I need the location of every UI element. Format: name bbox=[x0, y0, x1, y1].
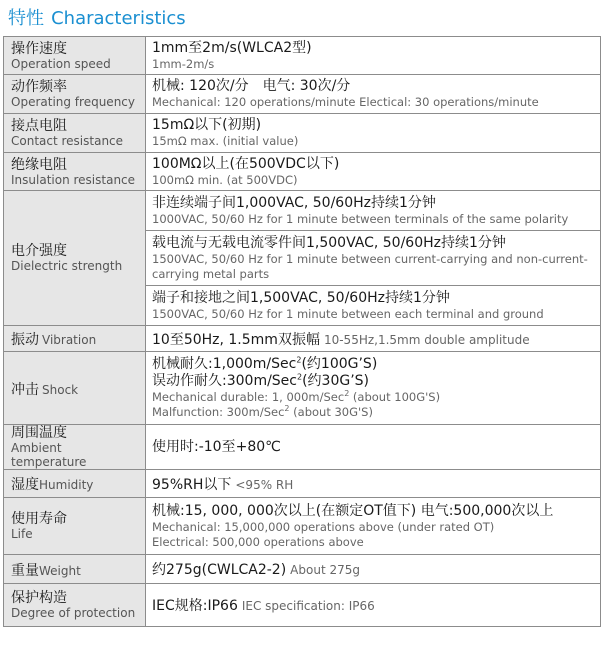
label-en: Humidity bbox=[39, 478, 94, 492]
value-en: 1000VAC, 50/60 Hz for 1 minute between terminals of the same polarity bbox=[152, 211, 569, 226]
value-en: 100mΩ min. (at 500VDC) bbox=[152, 172, 298, 187]
table-row-ambient-temperature bbox=[4, 425, 601, 470]
label-en: Life bbox=[11, 527, 33, 541]
label-en: Dielectric strength bbox=[11, 259, 123, 273]
value-en-line-1: Mechanical: 15,000,000 operations above (under rated OT) bbox=[152, 519, 495, 534]
label-cell bbox=[4, 37, 146, 75]
table-row-humidity bbox=[4, 470, 601, 498]
value-en-line-2: Malfunction: 300m/Sec$^2$ (about 30G'S) bbox=[152, 404, 373, 419]
value-zh: 15mΩ以下(初期) bbox=[152, 117, 262, 133]
label-zh: 湿度 bbox=[11, 477, 39, 493]
label-en: Insulation resistance bbox=[11, 172, 136, 187]
label-cell bbox=[4, 326, 146, 352]
label-cell bbox=[4, 191, 146, 326]
value-en: 1mm-2m/s bbox=[152, 56, 215, 71]
value-en: 1500VAC, 50/60 Hz for 1 minute between each terminal and ground bbox=[152, 306, 544, 321]
value-zh-line-2: 误动作耐久:300m/Sec$^2$(约30G’S) bbox=[152, 372, 370, 389]
characteristics-table bbox=[3, 36, 601, 627]
value-cell bbox=[146, 114, 601, 153]
label-zh: 绝缘电阻 bbox=[11, 156, 67, 173]
value-en-line-1: Mechanical durable: 1, 000m/Sec$^2$ (about 100G'S) bbox=[152, 389, 441, 404]
value-cell bbox=[146, 425, 601, 470]
value-cell bbox=[146, 498, 601, 555]
value-zh: 端子和接地之间1,500VAC, 50/60Hz持续1分钟 bbox=[152, 289, 450, 306]
value-zh: 10至50Hz, 1.5mm双振幅 bbox=[152, 331, 320, 348]
value-zh: 机械:15, 000, 000次以上(在额定OT值下) 电气:500,000次以上 bbox=[152, 502, 554, 519]
label-zh: 冲击 bbox=[11, 381, 39, 398]
table-row-shock bbox=[4, 352, 601, 425]
value-zh-line-1: 机械耐久:1,000m/Sec$^2$(约100G’S) bbox=[152, 355, 378, 372]
label-cell bbox=[4, 75, 146, 114]
table-row-life bbox=[4, 498, 601, 555]
value-en: 1500VAC, 50/60 Hz for 1 minute between current-carrying and non-current-carrying metal parts bbox=[152, 251, 588, 281]
value-cell bbox=[146, 352, 601, 425]
table-row-dielectric-1 bbox=[4, 191, 601, 231]
label-en: Operating frequency bbox=[11, 95, 135, 109]
value-cell bbox=[146, 326, 601, 352]
label-zh: 操作速度 bbox=[11, 40, 67, 57]
label-zh: 使用寿命 bbox=[11, 511, 67, 527]
value-en: IEC specification: IP66 bbox=[241, 599, 375, 613]
table-row-vibration bbox=[4, 326, 601, 352]
value-zh: 载电流与无载电流零件间1,500VAC, 50/60Hz持续1分钟 bbox=[152, 234, 506, 251]
value-cell bbox=[146, 470, 601, 498]
table-row-operation-speed bbox=[4, 37, 601, 75]
value-cell bbox=[146, 37, 601, 75]
label-en: Operation speed bbox=[11, 56, 111, 71]
label-en: Vibration bbox=[42, 333, 97, 347]
value-cell bbox=[146, 191, 601, 231]
value-en: About 275g bbox=[290, 563, 360, 577]
label-cell bbox=[4, 153, 146, 191]
value-zh: 非连续端子间1,000VAC, 50/60Hz持续1分钟 bbox=[152, 194, 436, 211]
value-cell bbox=[146, 584, 601, 627]
label-zh: 动作频率 bbox=[11, 79, 67, 95]
value-en: Mechanical: 120 operations/minute Electical: 30 operations/minute bbox=[152, 95, 539, 109]
value-en: 15mΩ max. (initial value) bbox=[152, 134, 299, 148]
table-row-weight bbox=[4, 555, 601, 584]
value-cell bbox=[146, 555, 601, 584]
value-zh: 95%RH以下 bbox=[152, 476, 232, 493]
label-cell bbox=[4, 584, 146, 627]
value-zh: 1mm至2m/s(WLCA2型) bbox=[152, 39, 312, 56]
value-en: <95% RH bbox=[235, 477, 294, 492]
label-en: Shock bbox=[42, 382, 79, 397]
label-cell bbox=[4, 470, 146, 498]
label-cell bbox=[4, 555, 146, 584]
label-en: Contact resistance bbox=[11, 134, 124, 148]
table-row-degree-of-protection bbox=[4, 584, 601, 627]
label-zh: 保护构造 bbox=[11, 590, 67, 606]
value-cell bbox=[146, 153, 601, 191]
label-en: Ambient temperature bbox=[11, 441, 87, 469]
label-cell bbox=[4, 425, 146, 470]
value-zh: IEC规格:IP66 bbox=[152, 598, 238, 614]
label-en: Weight bbox=[39, 563, 81, 578]
label-cell bbox=[4, 352, 146, 425]
value-zh: 机械: 120次/分 电气: 30次/分 bbox=[152, 78, 351, 94]
label-zh: 重量 bbox=[11, 562, 39, 579]
table-row-insulation-resistance bbox=[4, 153, 601, 191]
label-cell bbox=[4, 498, 146, 555]
table-row-contact-resistance bbox=[4, 114, 601, 153]
table-row-operating-frequency bbox=[4, 75, 601, 114]
value-cell bbox=[146, 231, 601, 286]
label-zh: 电介强度 bbox=[11, 243, 67, 259]
value-cell bbox=[146, 286, 601, 326]
label-en: Degree of protection bbox=[11, 606, 136, 620]
label-cell bbox=[4, 114, 146, 153]
value-cell bbox=[146, 75, 601, 114]
section-title-en: Characteristics bbox=[51, 8, 186, 29]
value-en-line-2: Electrical: 500,000 operations above bbox=[152, 534, 364, 549]
section-title-zh: 特性 bbox=[8, 8, 44, 29]
label-zh: 周围温度 bbox=[11, 425, 67, 441]
section-title bbox=[0, 0, 604, 34]
value-zh: 使用时:-10至+80℃ bbox=[152, 438, 281, 455]
label-zh: 接点电阻 bbox=[11, 118, 67, 134]
value-zh: 100MΩ以上(在500VDC以下) bbox=[152, 155, 340, 172]
value-zh: 约275g(CWLCA2-2) bbox=[152, 562, 287, 578]
value-en: 10-55Hz,1.5mm double amplitude bbox=[323, 332, 530, 347]
label-zh: 振动 bbox=[11, 332, 39, 348]
